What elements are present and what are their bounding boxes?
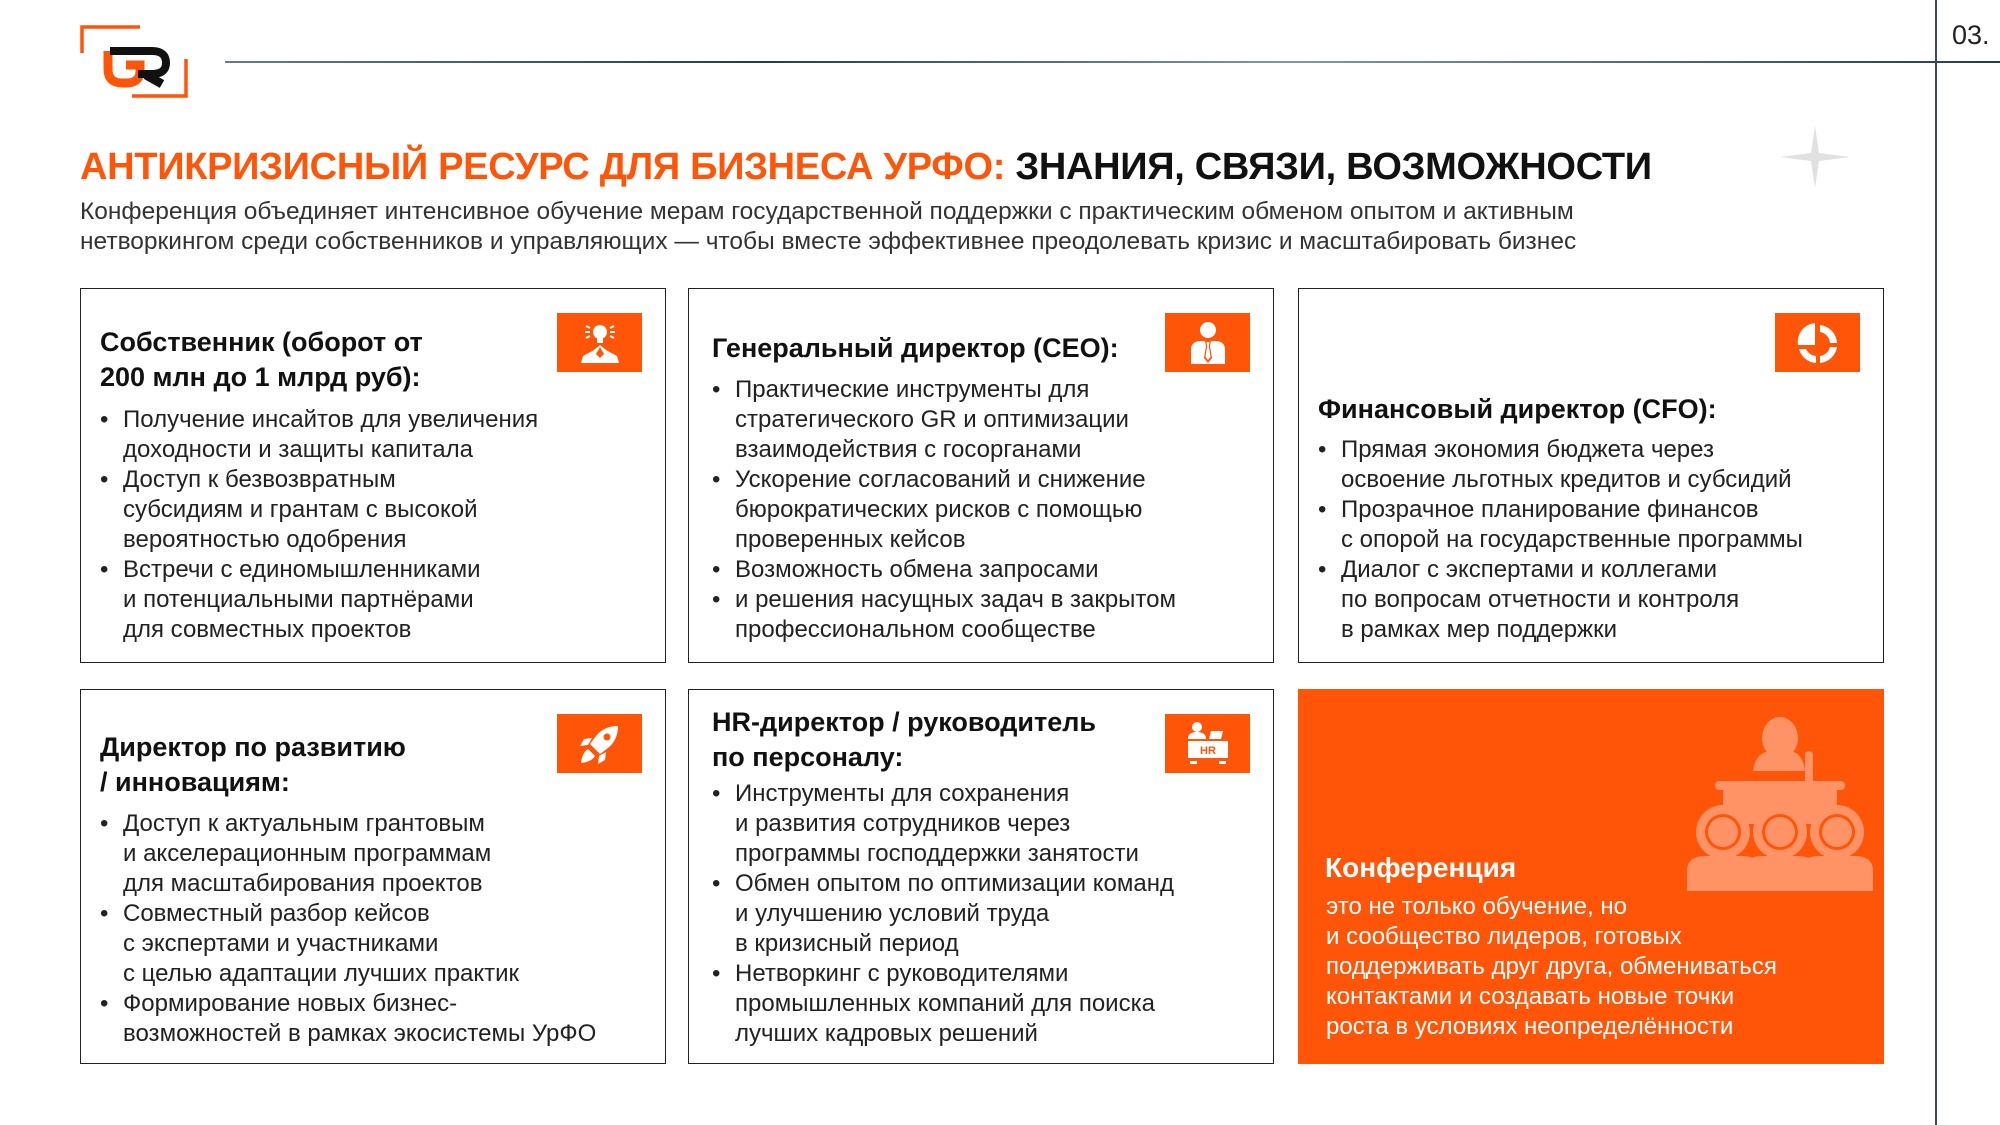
bullet-line: доходности и защиты капитала — [123, 436, 473, 463]
bullet-item — [712, 555, 1176, 585]
page-title — [80, 146, 1652, 189]
bullet-item — [1318, 555, 1803, 645]
bullet-item — [712, 585, 1176, 645]
card-icon-box — [557, 714, 642, 773]
bullet-line: в рамках мер поддержки — [1341, 616, 1617, 643]
bullet-line: промышленных компаний для поиска — [735, 990, 1155, 1017]
card-hr-director — [688, 689, 1274, 1064]
card-title — [712, 705, 1096, 775]
bullet-line: • Доступ к безвозвратным — [123, 466, 396, 493]
bullet-line: проверенных кейсов — [735, 526, 966, 553]
bullet-item — [1318, 435, 1803, 495]
card-icon-box — [557, 313, 642, 372]
bullet-item — [712, 465, 1176, 555]
bullet-line: • Инструменты для сохранения — [735, 780, 1070, 807]
bullet-line: по вопросам отчетности и контроля — [1341, 586, 1740, 613]
bullet-line: лучших кадровых решений — [735, 1020, 1038, 1047]
bullet-line: • Обмен опытом по оптимизации команд — [735, 870, 1174, 897]
bullet-line: • Диалог с экспертами и коллегами — [1341, 556, 1718, 583]
conference-card — [1298, 689, 1884, 1064]
card-bullets — [100, 405, 538, 645]
bullet-line: • Получение инсайтов для увеличения — [123, 406, 539, 433]
card-bullets — [1318, 435, 1803, 645]
card-title-line: Генеральный директор (CEO): — [712, 333, 1119, 363]
conference-text — [1326, 892, 1846, 1042]
bullet-item — [100, 465, 538, 555]
header-divider — [225, 61, 2000, 63]
subtitle-line: нетворкингом среди собственников и управляющих — чтобы вместе эффективнее преодолевать кризис и масштабировать бизнес — [80, 228, 1577, 255]
bullet-item — [100, 405, 538, 465]
bullet-item — [100, 899, 596, 989]
card-title — [100, 730, 406, 800]
card-icon-box — [1775, 313, 1860, 372]
card-title-line: Финансовый директор (CFO): — [1318, 394, 1717, 424]
bullet-line: • Возможность обмена запросами — [735, 556, 1099, 583]
bullet-line: взаимодействия с госорганами — [735, 436, 1082, 463]
bullet-line: • Формирование новых бизнес- — [123, 990, 458, 1017]
bullet-line: с целью адаптации лучших практик — [123, 960, 520, 987]
bullet-line: с опорой на государственные программы — [1341, 526, 1803, 553]
bullet-line: освоение льготных кредитов и субсидий — [1341, 466, 1792, 493]
pie-chart-icon — [1796, 321, 1840, 365]
card-icon-box — [1165, 313, 1250, 372]
bullet-item — [100, 989, 596, 1049]
page-number: 03. — [1952, 20, 1990, 50]
conference-text-line: контактами и создавать новые точки — [1326, 983, 1735, 1010]
card-title-line: Собственник (оборот от — [100, 327, 423, 357]
conference-text-line: это не только обучение, но — [1326, 893, 1627, 920]
hr-icon-label: HR — [1199, 744, 1216, 757]
bullet-line: с экспертами и участниками — [123, 930, 439, 957]
card-title-line: HR-директор / руководитель — [712, 707, 1097, 737]
conference-title: Конференция — [1325, 852, 1517, 883]
bullet-item — [712, 869, 1174, 959]
card-title-line: Директор по развитию — [100, 732, 406, 762]
bullet-line: профессиональном сообществе — [735, 616, 1096, 643]
bullet-line: вероятностью одобрения — [123, 526, 407, 553]
bullet-item — [712, 375, 1176, 465]
bullet-line: • Прямая экономия бюджета через — [1341, 436, 1714, 463]
subtitle-line: Конференция объединяет интенсивное обучение мерам государственной поддержки с практическим обменом опытом и активным — [80, 198, 1574, 225]
conference-text-line: поддерживать друг друга, обмениваться — [1326, 953, 1777, 980]
page-side-divider — [1935, 0, 1937, 1125]
bullet-line: стратегического GR и оптимизации — [735, 406, 1129, 433]
bullet-item — [100, 555, 538, 645]
conference-text-line: роста в условиях неопределённости — [1326, 1013, 1734, 1040]
bullet-line: • и решения насущных задач в закрытом — [735, 586, 1176, 613]
card-cfo — [1298, 288, 1884, 663]
bullet-line: • Нетворкинг с руководителями — [735, 960, 1069, 987]
card-title — [1318, 392, 1717, 427]
bullet-line: и потенциальными партнёрами — [123, 586, 474, 613]
page-subtitle — [80, 197, 1780, 257]
card-bullets — [100, 809, 596, 1049]
hr-desk-icon — [1183, 721, 1233, 767]
bullet-line: • Практические инструменты для — [735, 376, 1090, 403]
card-owner — [80, 288, 666, 663]
bullet-item — [1318, 495, 1803, 555]
card-title-line: по персоналу: — [712, 742, 904, 772]
card-development-director — [80, 689, 666, 1064]
businessman-icon — [1187, 320, 1229, 366]
bullet-line: в кризисный период — [735, 930, 959, 957]
bullet-item — [100, 809, 596, 899]
bullet-line: и улучшению условий труда — [735, 900, 1050, 927]
sparkle-icon — [1778, 124, 1852, 190]
bullet-line: и акселерационным программам — [123, 840, 492, 867]
bullet-line: субсидиям и грантам с высокой — [123, 496, 478, 523]
conference-speaker-icon — [1685, 711, 1875, 896]
bullet-line: • Ускорение согласований и снижение — [735, 466, 1146, 493]
bullet-item — [712, 959, 1174, 1049]
bullet-line: • Доступ к актуальным грантовым — [123, 810, 485, 837]
bullet-line: бюрократических рисков с помощью — [735, 496, 1143, 523]
gr-logo — [80, 25, 192, 99]
bullet-line: и развития сотрудников через — [735, 810, 1071, 837]
bullet-line: для совместных проектов — [123, 616, 412, 643]
bullet-item — [712, 779, 1174, 869]
bullet-line: программы господдержки занятости — [735, 840, 1139, 867]
card-bullets — [712, 779, 1174, 1049]
card-title — [712, 331, 1119, 366]
card-bullets — [712, 375, 1176, 645]
bullet-line: • Встречи с единомышленниками — [123, 556, 481, 583]
card-ceo — [688, 288, 1274, 663]
card-title — [100, 325, 423, 395]
bullet-line: • Совместный разбор кейсов — [123, 900, 430, 927]
lightbulb-person-icon — [577, 320, 623, 366]
bullet-line: • Прозрачное планирование финансов — [1341, 496, 1759, 523]
conference-text-line: и сообщество лидеров, готовых — [1326, 923, 1682, 950]
page-title-accent: АНТИКРИЗИСНЫЙ РЕСУРС ДЛЯ БИЗНЕСА УРФО: — [80, 146, 1006, 188]
rocket-icon — [578, 722, 622, 766]
page-title-rest: ЗНАНИЯ, СВЯЗИ, ВОЗМОЖНОСТИ — [1005, 146, 1652, 188]
bullet-line: для масштабирования проектов — [123, 870, 483, 897]
card-title-line: / инновациям: — [100, 767, 290, 797]
bullet-line: возможностей в рамках экосистемы УрФО — [123, 1020, 597, 1047]
card-title-line: 200 млн до 1 млрд руб): — [100, 362, 421, 392]
card-icon-box — [1165, 714, 1250, 773]
